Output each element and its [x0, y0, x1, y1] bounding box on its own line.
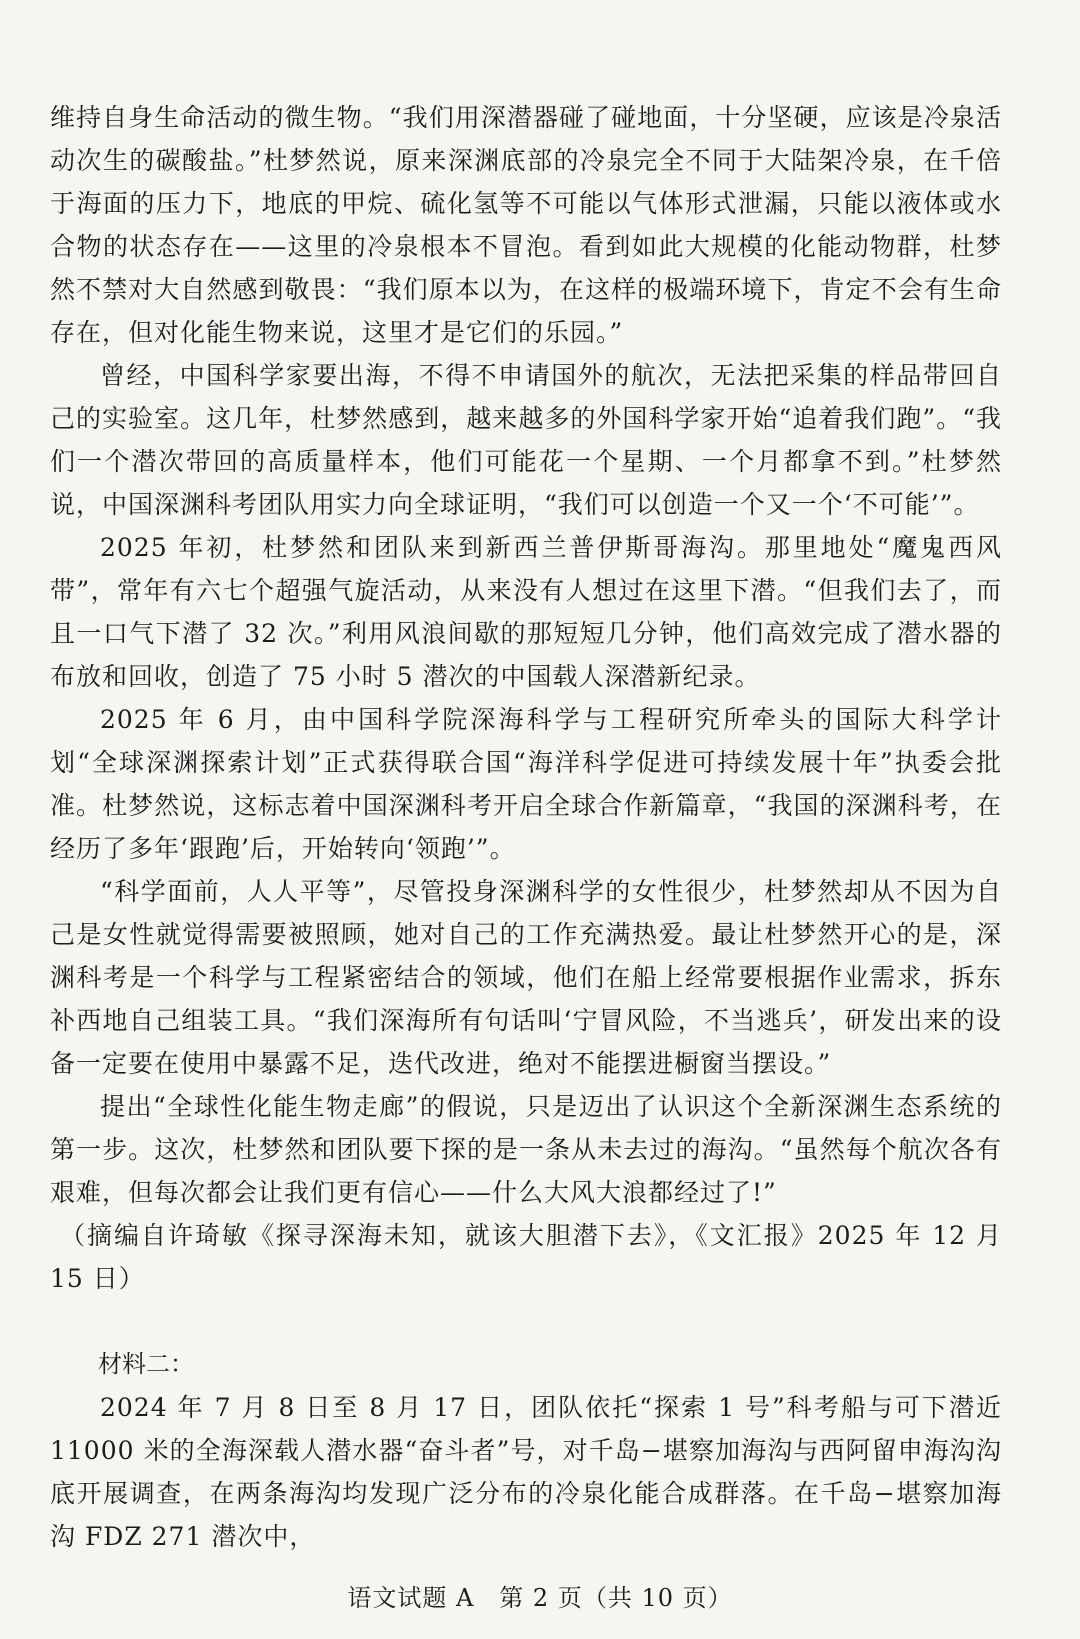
- continued-paragraph: 维持自身生命活动的微生物。“我们用深潜器碰了碰地面，十分坚硬，应该是冷泉活动次生的碳酸盐。”杜梦然说，原来深渊底部的冷泉完全不同于大陆架冷泉，在千倍于海面的压力下，地底的甲烷、硫化氢等不可能以气体形式泄漏，只能以液体或水合物的状态存在——这里的冷泉根本不冒泡。看到如此大规模的化能动物群，杜梦然不禁对大自然感到敬畏：“我们原本以为，在这样的极端环境下，肯定不会有生命存在，但对化能生物来说，这里才是它们的乐园。”: [50, 103, 1002, 347]
- source-citation: （摘编自许琦敏《探寻深海未知，就该大胆潜下去》，《文汇报》2025 年 12 月 15 日）: [50, 1221, 1002, 1293]
- material-two-paragraph: 2024 年 7 月 8 日至 8 月 17 日，团队依托“探索 1 号”科考船与可下潜近 11000 米的全海深载人潜水器“奋斗者”号，对千岛−堪察加海沟与西阿留申海沟沟底开展调查，在两条海沟均发现广泛分布的冷泉化能合成群落。在千岛−堪察加海沟 FDZ 271 潜次中，: [50, 1393, 1002, 1551]
- page-footer: 语文试题 A 第 2 页（共 10 页）: [347, 1584, 733, 1612]
- material-one-body: [50, 96, 1002, 1300]
- material-two-body: [50, 1386, 1002, 1558]
- paragraph-global-hadal-program: 2025 年 6 月，由中国科学院深海科学与工程研究所牵头的国际大科学计划“全球深渊探索计划”正式获得联合国“海洋科学促进可持续发展十年”执委会批准。杜梦然说，这标志着中国深渊科考开启全球合作新篇章，“我国的深渊科考，在经历了多年‘跟跑’后，开始转向‘领跑’”。: [50, 705, 1002, 863]
- paragraph-science-equality: “科学面前，人人平等”，尽管投身深渊科学的女性很少，杜梦然却从不因为自己是女性就觉得需要被照顾，她对自己的工作充满热爱。最让杜梦然开心的是，深渊科考是一个科学与工程紧密结合的领域，他们在船上经常要根据作业需求，拆东补西地自己组装工具。“我们深海所有句话叫‘宁冒风险，不当逃兵’，研发出来的设备一定要在使用中暴露不足，迭代改进，绝对不能摆进橱窗当摆设。”: [50, 877, 1002, 1078]
- paragraph-puysegur-trench: 2025 年初，杜梦然和团队来到新西兰普伊斯哥海沟。那里地处“魔鬼西风带”，常年有六七个超强气旋活动，从来没有人想过在这里下潜。“但我们去了，而且一口气下潜了 32 次。”利用风浪间歇的那短短几分钟，他们高效完成了潜水器的布放和回收，创造了 75 小时 5 潜次的中国载人深潜新纪录。: [50, 533, 1002, 691]
- paragraph-chemosynthetic-corridor: 提出“全球性化能生物走廊”的假说，只是迈出了认识这个全新深渊生态系统的第一步。这次，杜梦然和团队要下探的是一条从未去过的海沟。“虽然每个航次各有艰难，但每次都会让我们更有信心——什么大风大浪都经过了!”: [50, 1092, 1002, 1207]
- material-two-heading: 材料二：: [98, 1350, 194, 1378]
- paragraph-foreign-voyages: 曾经，中国科学家要出海，不得不申请国外的航次，无法把采集的样品带回自己的实验室。这几年，杜梦然感到，越来越多的外国科学家开始“追着我们跑”。“我们一个潜次带回的高质量样本，他们可能花一个星期、一个月都拿不到。”杜梦然说，中国深渊科考团队用实力向全球证明，“我们可以创造一个又一个‘不可能’”。: [50, 361, 1002, 519]
